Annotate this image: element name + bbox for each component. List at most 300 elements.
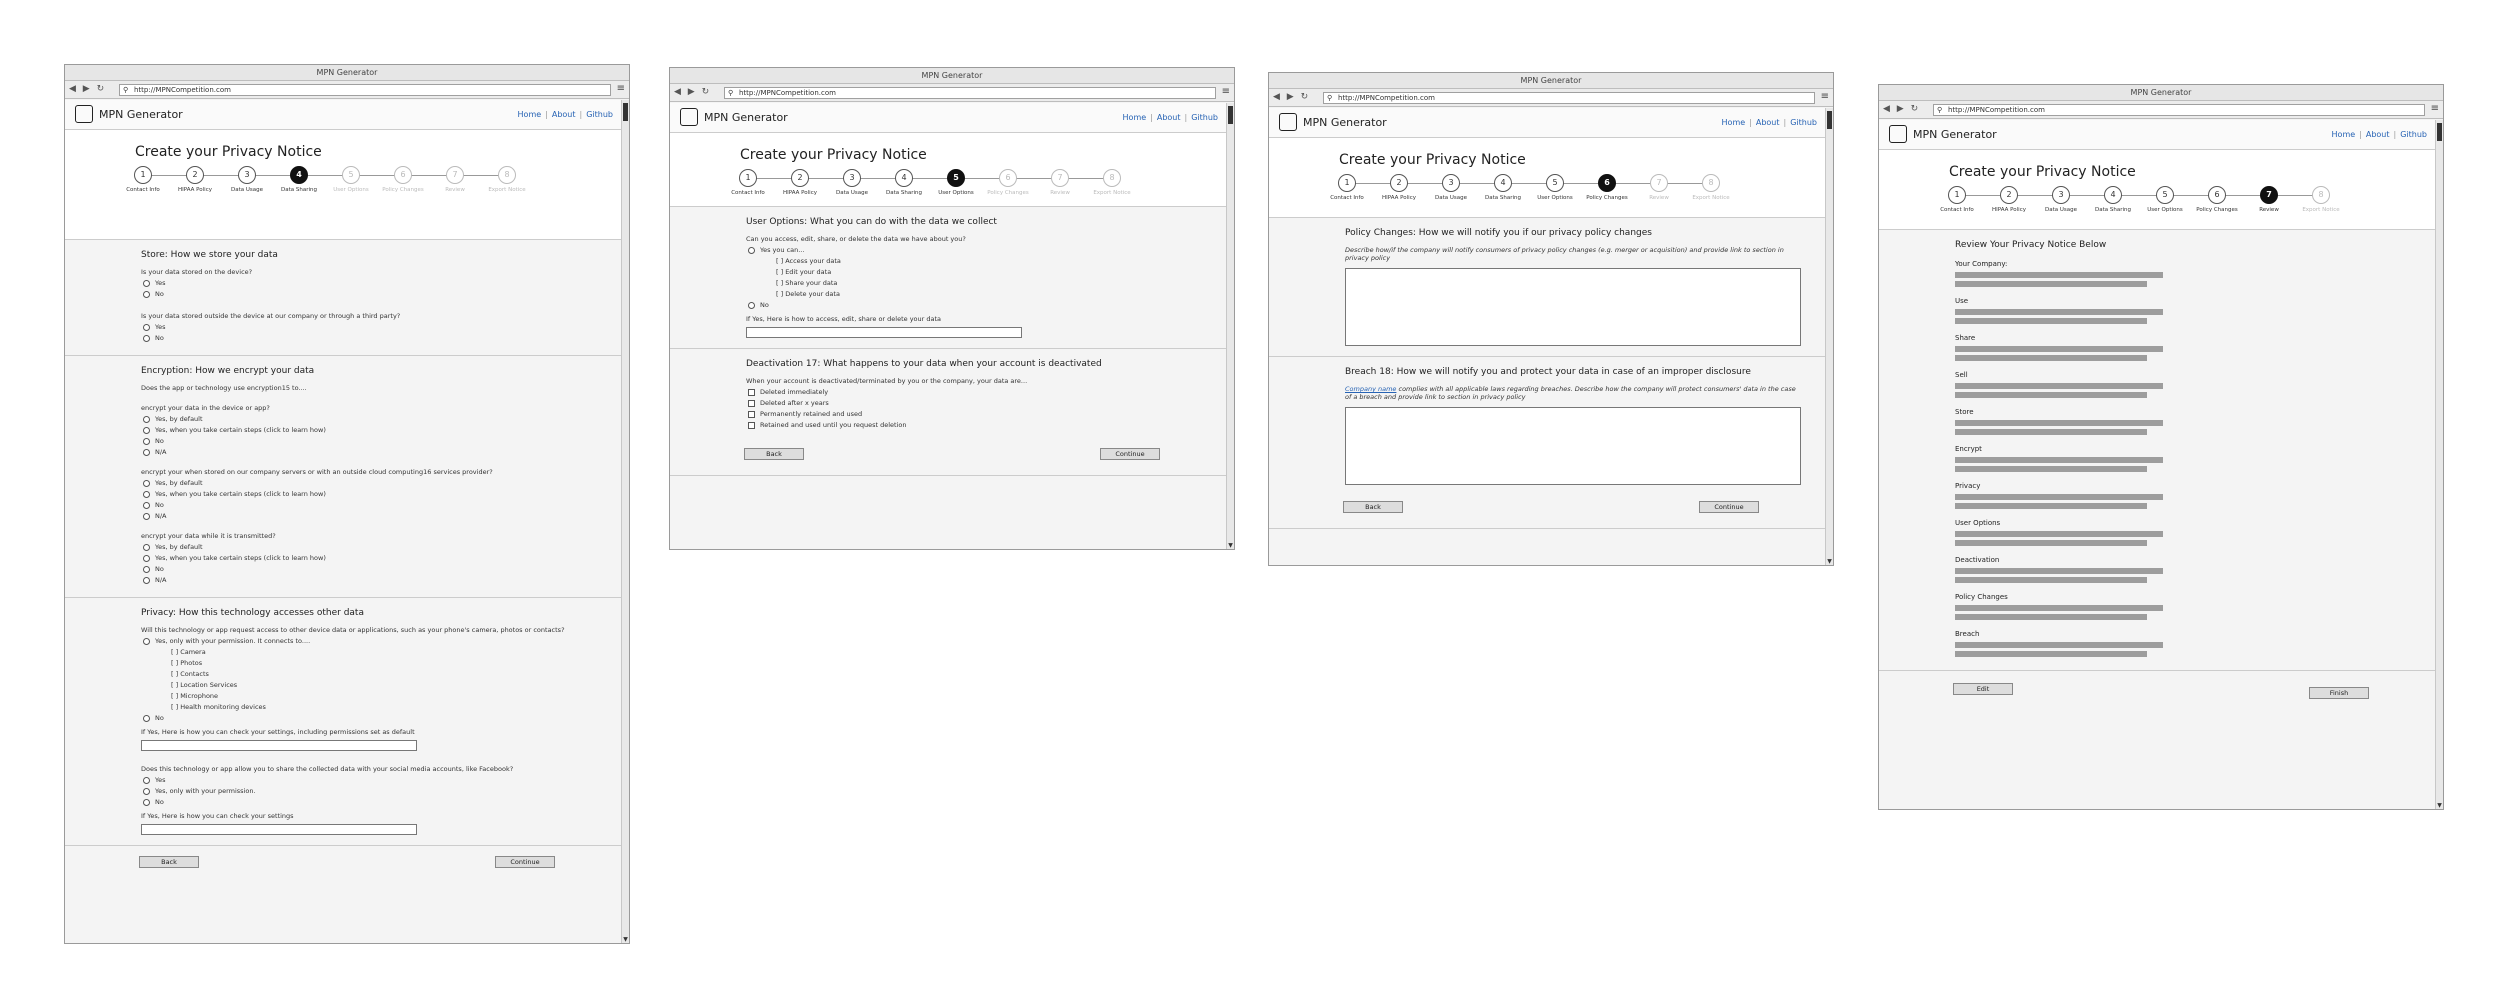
radio-option[interactable]: No	[143, 565, 621, 573]
step-1[interactable]	[722, 169, 774, 196]
review-item-label: Privacy	[1955, 482, 1981, 490]
scrollbar[interactable]	[1226, 103, 1234, 549]
step-circle: 3	[238, 166, 256, 184]
step-4[interactable]	[878, 169, 930, 196]
step-label: Contact Info	[1330, 195, 1364, 201]
hero	[670, 133, 1226, 207]
window-title: MPN Generator	[670, 68, 1234, 84]
radio-option[interactable]: Yes, only with your permission. It connects to....	[143, 637, 621, 645]
site-nav: Home | About | Github	[517, 110, 613, 119]
radio-option[interactable]: Yes, only with your permission.	[143, 787, 621, 795]
section-heading: Policy Changes: How we will notify you if our privacy policy changes	[1345, 228, 1652, 238]
step-circle: 1	[1338, 174, 1356, 192]
placeholder-line	[1955, 392, 2147, 398]
step-label: Data Usage	[230, 187, 264, 193]
step-1[interactable]	[1931, 186, 1983, 213]
nav-about[interactable]: About	[1156, 113, 1181, 122]
address-field[interactable]	[724, 87, 1216, 99]
radio-option[interactable]: Yes, when you take certain steps (click to learn how)	[143, 426, 621, 434]
nav-github[interactable]: Github	[1790, 118, 1817, 127]
window-title: MPN Generator	[65, 65, 629, 81]
scroll-thumb[interactable]	[1827, 111, 1832, 129]
step-7[interactable]	[1034, 169, 1086, 196]
checkbox-item[interactable]: [ ] Contacts	[171, 670, 209, 678]
encryption-section	[65, 356, 621, 598]
step-label: Review	[1649, 195, 1669, 201]
checkbox-item[interactable]: [ ] Delete your data	[776, 290, 840, 298]
nav-github[interactable]: Github	[2400, 130, 2427, 139]
step-circle: 7	[1051, 169, 1069, 187]
placeholder-line	[1955, 540, 2147, 546]
step-circle: 2	[186, 166, 204, 184]
site-header	[670, 103, 1226, 133]
logo-icon	[75, 105, 93, 123]
menu-icon[interactable]: ≡	[2430, 103, 2439, 114]
question: Does this technology or app allow you to share the collected data with your social media accounts, like Facebook?	[141, 765, 514, 773]
followup-label: If Yes, Here is how you can check your settings	[141, 812, 294, 820]
url-bar	[65, 81, 629, 99]
search-icon: ⚲	[123, 86, 129, 94]
settings-input[interactable]	[141, 740, 417, 751]
step-circle: 6	[2208, 186, 2226, 204]
step-5[interactable]	[930, 169, 982, 196]
site-header	[1879, 120, 2435, 150]
stepper	[1931, 186, 2351, 226]
step-label: Contact Info	[126, 187, 160, 193]
step-label: User Options	[2147, 207, 2183, 213]
step-label: User Options	[1537, 195, 1573, 201]
scroll-thumb[interactable]	[2437, 123, 2442, 141]
step-label: Data Usage	[1434, 195, 1468, 201]
nav-about[interactable]: About	[1755, 118, 1780, 127]
step-circle: 8	[1103, 169, 1121, 187]
checkbox-option[interactable]: Retained and used until you request deletion	[748, 421, 1226, 429]
page	[65, 100, 621, 943]
step-8[interactable]	[481, 166, 533, 193]
step-label: Review	[445, 187, 465, 193]
step-label: Data Sharing	[281, 187, 317, 193]
review-item-label: Encrypt	[1955, 445, 1982, 453]
page-title: Create your Privacy Notice	[1339, 152, 1526, 168]
nav-about[interactable]: About	[551, 110, 576, 119]
stepper	[117, 166, 537, 206]
step-label: Data Usage	[835, 190, 869, 196]
step-label: Policy Changes	[382, 187, 424, 193]
url-text: http://MPNCompetition.com	[739, 89, 836, 97]
back-button[interactable]: Back	[1343, 501, 1403, 513]
user-options-section	[670, 207, 1226, 349]
step-7[interactable]	[1633, 174, 1685, 201]
scroll-thumb[interactable]	[1228, 106, 1233, 124]
placeholder-line	[1955, 577, 2147, 583]
logo-icon	[1889, 125, 1907, 143]
section-heading: Deactivation 17: What happens to your data when your account is deactivated	[746, 359, 1102, 369]
step-2[interactable]	[1983, 186, 2035, 213]
page	[670, 103, 1226, 549]
radio-option[interactable]: Yes, by default	[143, 415, 621, 423]
placeholder-line	[1955, 568, 2163, 574]
step-circle: 4	[290, 166, 308, 184]
question: Is your data stored on the device?	[141, 268, 253, 276]
url-bar	[670, 84, 1234, 102]
review-item-label: Your Company:	[1955, 260, 2008, 268]
browser-window-data-sharing	[64, 64, 630, 944]
step-label: HIPAA Policy	[1992, 207, 2026, 213]
review-item-label: Store	[1955, 408, 1974, 416]
section-heading: Review Your Privacy Notice Below	[1955, 240, 2107, 250]
continue-button[interactable]: Continue	[1100, 448, 1160, 460]
step-label: Policy Changes	[1586, 195, 1628, 201]
followup-label: If Yes, Here is how you can check your settings, including permissions set as default	[141, 728, 415, 736]
review-item-label: User Options	[1955, 519, 2001, 527]
placeholder-line	[1955, 346, 2163, 352]
placeholder-line	[1955, 614, 2147, 620]
step-circle: 2	[791, 169, 809, 187]
checkbox-item[interactable]: [ ] Edit your data	[776, 268, 832, 276]
page	[1879, 120, 2435, 809]
hero	[1879, 150, 2435, 230]
nav-about[interactable]: About	[2365, 130, 2390, 139]
browser-window-user-options	[669, 67, 1235, 550]
search-icon: ⚲	[1327, 94, 1333, 102]
review-item-label: Share	[1955, 334, 1976, 342]
step-label: Data Usage	[2044, 207, 2078, 213]
step-4[interactable]	[273, 166, 325, 193]
step-8[interactable]	[1685, 174, 1737, 201]
step-label: Contact Info	[1940, 207, 1974, 213]
step-4[interactable]	[1477, 174, 1529, 201]
step-circle: 3	[2052, 186, 2070, 204]
company-name-link[interactable]: Company name	[1345, 385, 1397, 393]
step-label: User Options	[333, 187, 369, 193]
page	[1269, 108, 1825, 565]
review-item-label: Policy Changes	[1955, 593, 2008, 601]
radio-option[interactable]: N/A	[143, 448, 621, 456]
radio-option[interactable]: No	[143, 290, 621, 298]
step-circle: 7	[2260, 186, 2278, 204]
radio-option[interactable]: No	[143, 798, 621, 806]
step-2[interactable]	[1373, 174, 1425, 201]
scrollbar[interactable]	[1825, 108, 1833, 565]
checkbox-item[interactable]: [ ] Microphone	[171, 692, 219, 700]
question: encrypt your when stored on our company servers or with an outside cloud computing16 services provider?	[141, 468, 493, 476]
placeholder-line	[1955, 642, 2163, 648]
site-nav: Home | About | Github	[2331, 130, 2427, 139]
step-3[interactable]	[1425, 174, 1477, 201]
checkbox-item[interactable]: [ ] Access your data	[776, 257, 841, 265]
scroll-thumb[interactable]	[623, 103, 628, 121]
policy-changes-section	[1269, 218, 1825, 357]
site-header	[1269, 108, 1825, 138]
address-field[interactable]	[1933, 104, 2425, 116]
nav-buttons-icon[interactable]: ◀ ▶ ↻	[1883, 104, 1921, 114]
description: Company name complies with all applicable laws regarding breaches. Describe how the company will protect consumers' data in the case of a breach and provide link to section in privacy policy	[1345, 385, 1796, 401]
step-1[interactable]	[1321, 174, 1373, 201]
step-label: Policy Changes	[2196, 207, 2238, 213]
browser-window-review	[1878, 84, 2444, 810]
step-circle: 5	[342, 166, 360, 184]
section-heading: Privacy: How this technology accesses other data	[141, 608, 364, 618]
step-circle: 7	[1650, 174, 1668, 192]
step-circle: 6	[999, 169, 1017, 187]
intro: Does the app or technology use encryption15 to....	[141, 384, 307, 392]
step-3[interactable]	[2035, 186, 2087, 213]
review-item-label: Sell	[1955, 371, 1968, 379]
browser-window-policy-changes	[1268, 72, 1834, 566]
back-button[interactable]: Back	[139, 856, 199, 868]
step-circle: 7	[446, 166, 464, 184]
breach-section	[1269, 357, 1825, 495]
scroll-down-icon[interactable]: ▼	[1228, 542, 1233, 549]
privacy-section	[65, 598, 621, 846]
followup-label: If Yes, Here is how to access, edit, share or delete your data	[746, 315, 942, 323]
menu-icon[interactable]: ≡	[1221, 86, 1230, 97]
step-circle: 4	[2104, 186, 2122, 204]
step-label: HIPAA Policy	[783, 190, 817, 196]
checkbox-option[interactable]: Permanently retained and used	[748, 410, 1226, 418]
breach-textarea[interactable]	[1345, 407, 1801, 485]
step-4[interactable]	[2087, 186, 2139, 213]
scroll-down-icon[interactable]: ▼	[623, 936, 628, 943]
placeholder-line	[1955, 318, 2147, 324]
window-title: MPN Generator	[1269, 73, 1833, 89]
page-title: Create your Privacy Notice	[740, 147, 927, 163]
window-title: MPN Generator	[1879, 85, 2443, 101]
menu-icon[interactable]: ≡	[616, 83, 625, 94]
site-header	[65, 100, 621, 130]
placeholder-line	[1955, 605, 2163, 611]
policy-changes-textarea[interactable]	[1345, 268, 1801, 346]
step-circle: 2	[1390, 174, 1408, 192]
site-nav: Home | About | Github	[1122, 113, 1218, 122]
question: Will this technology or app request access to other device data or applications, such as your phone's camera, photos or contacts?	[141, 626, 565, 634]
step-label: HIPAA Policy	[1382, 195, 1416, 201]
radio-option[interactable]: No	[748, 301, 1226, 309]
review-section	[1879, 230, 2435, 671]
stepper	[1321, 174, 1741, 214]
section-heading: User Options: What you can do with the data we collect	[746, 217, 997, 227]
placeholder-line	[1955, 272, 2163, 278]
step-label: Contact Info	[731, 190, 765, 196]
radio-option[interactable]: Yes	[143, 776, 621, 784]
address-field[interactable]	[1323, 92, 1815, 104]
brand: MPN Generator	[1913, 128, 1997, 141]
placeholder-line	[1955, 429, 2147, 435]
checkbox-item[interactable]: [ ] Location Services	[171, 681, 238, 689]
review-item-label: Use	[1955, 297, 1969, 305]
question: When your account is deactivated/terminated by you or the company, your data are...	[746, 377, 1028, 385]
step-label: Export Notice	[2302, 207, 2340, 213]
placeholder-line	[1955, 281, 2147, 287]
nav-buttons-icon[interactable]: ◀ ▶ ↻	[1273, 92, 1311, 102]
step-6[interactable]	[1581, 174, 1633, 201]
nav-buttons-icon[interactable]: ◀ ▶ ↻	[69, 84, 107, 94]
placeholder-line	[1955, 355, 2147, 361]
placeholder-line	[1955, 457, 2163, 463]
radio-option[interactable]: Yes, when you take certain steps (click to learn how)	[143, 554, 621, 562]
back-button[interactable]: Back	[744, 448, 804, 460]
site-nav: Home | About | Github	[1721, 118, 1817, 127]
hero	[65, 130, 621, 240]
placeholder-line	[1955, 466, 2147, 472]
button-row	[1269, 495, 1825, 529]
step-label: Data Sharing	[886, 190, 922, 196]
step-2[interactable]	[169, 166, 221, 193]
search-icon: ⚲	[728, 89, 734, 97]
finish-button[interactable]: Finish	[2309, 687, 2369, 699]
checkbox-item[interactable]: [ ] Health monitoring devices	[171, 703, 266, 711]
step-label: Export Notice	[488, 187, 526, 193]
nav-github[interactable]: Github	[1191, 113, 1218, 122]
url-text: http://MPNCompetition.com	[134, 86, 231, 94]
continue-button[interactable]: Continue	[1699, 501, 1759, 513]
step-circle: 8	[1702, 174, 1720, 192]
question: encrypt your data while it is transmitted?	[141, 532, 276, 540]
checkbox-item[interactable]: [ ] Camera	[171, 648, 206, 656]
step-circle: 4	[895, 169, 913, 187]
step-label: HIPAA Policy	[178, 187, 212, 193]
nav-home[interactable]: Home	[2331, 130, 2356, 139]
step-6[interactable]	[377, 166, 429, 193]
scrollbar[interactable]	[621, 100, 629, 943]
radio-option[interactable]: No	[143, 437, 621, 445]
button-row	[670, 442, 1226, 476]
step-circle: 5	[947, 169, 965, 187]
radio-option[interactable]: No	[143, 501, 621, 509]
menu-icon[interactable]: ≡	[1820, 91, 1829, 102]
nav-home[interactable]: Home	[1122, 113, 1147, 122]
step-circle: 6	[394, 166, 412, 184]
address-field[interactable]	[119, 84, 611, 96]
step-circle: 1	[739, 169, 757, 187]
step-3[interactable]	[221, 166, 273, 193]
step-circle: 8	[498, 166, 516, 184]
step-5[interactable]	[2139, 186, 2191, 213]
options-input[interactable]	[746, 327, 1022, 338]
search-icon: ⚲	[1937, 106, 1943, 114]
step-label: Policy Changes	[987, 190, 1029, 196]
edit-button[interactable]: Edit	[1953, 683, 2013, 695]
url-text: http://MPNCompetition.com	[1338, 94, 1435, 102]
step-circle: 5	[1546, 174, 1564, 192]
radio-option[interactable]: N/A	[143, 512, 621, 520]
step-circle: 1	[134, 166, 152, 184]
radio-option[interactable]: No	[143, 714, 621, 722]
scroll-down-icon[interactable]: ▼	[1827, 558, 1832, 565]
step-circle: 2	[2000, 186, 2018, 204]
radio-option[interactable]: Yes, by default	[143, 479, 621, 487]
continue-button[interactable]: Continue	[495, 856, 555, 868]
step-circle: 6	[1598, 174, 1616, 192]
placeholder-line	[1955, 531, 2163, 537]
logo-icon	[1279, 113, 1297, 131]
brand: MPN Generator	[704, 111, 788, 124]
checkbox-item[interactable]: [ ] Photos	[171, 659, 203, 667]
step-2[interactable]	[774, 169, 826, 196]
step-label: Export Notice	[1692, 195, 1730, 201]
step-6[interactable]	[2191, 186, 2243, 213]
step-label: Data Sharing	[2095, 207, 2131, 213]
step-circle: 3	[1442, 174, 1460, 192]
scroll-down-icon[interactable]: ▼	[2437, 802, 2442, 809]
brand: MPN Generator	[1303, 116, 1387, 129]
description: Describe how/if the company will notify consumers of privacy policy changes (e.g. merger or acquisition) and provide link to section in privacy policy	[1345, 246, 1784, 262]
page-title: Create your Privacy Notice	[1949, 164, 2136, 180]
logo-icon	[680, 108, 698, 126]
placeholder-line	[1955, 503, 2147, 509]
placeholder-line	[1955, 309, 2163, 315]
step-7[interactable]	[429, 166, 481, 193]
step-label: Review	[1050, 190, 1070, 196]
step-5[interactable]	[1529, 174, 1581, 201]
review-item-label: Breach	[1955, 630, 1980, 638]
button-row	[65, 846, 621, 880]
step-3[interactable]	[826, 169, 878, 196]
nav-home[interactable]: Home	[517, 110, 542, 119]
url-text: http://MPNCompetition.com	[1948, 106, 2045, 114]
hero	[1269, 138, 1825, 218]
step-label: Data Sharing	[1485, 195, 1521, 201]
step-5[interactable]	[325, 166, 377, 193]
step-label: User Options	[938, 190, 974, 196]
review-list	[1955, 260, 2435, 657]
radio-option[interactable]: Yes	[143, 279, 621, 287]
section-heading: Store: How we store your data	[141, 250, 278, 260]
nav-buttons-icon[interactable]: ◀ ▶ ↻	[674, 87, 712, 97]
section-heading: Breach 18: How we will notify you and protect your data in case of an improper disclosure	[1345, 367, 1751, 377]
section-heading: Encryption: How we encrypt your data	[141, 366, 315, 376]
step-circle: 4	[1494, 174, 1512, 192]
step-circle: 3	[843, 169, 861, 187]
step-1[interactable]	[117, 166, 169, 193]
step-8[interactable]	[1086, 169, 1138, 196]
checkbox-item[interactable]: [ ] Share your data	[776, 279, 838, 287]
step-6[interactable]	[982, 169, 1034, 196]
nav-github[interactable]: Github	[586, 110, 613, 119]
radio-option[interactable]: No	[143, 334, 621, 342]
checkbox-option[interactable]: Deleted after x years	[748, 399, 1226, 407]
step-circle: 8	[2312, 186, 2330, 204]
settings-input[interactable]	[141, 824, 417, 835]
scrollbar[interactable]	[2435, 120, 2443, 809]
checkbox-option[interactable]: Deleted immediately	[748, 388, 1226, 396]
step-7[interactable]	[2243, 186, 2295, 213]
placeholder-line	[1955, 383, 2163, 389]
url-bar	[1879, 101, 2443, 119]
review-item-label: Deactivation	[1955, 556, 2000, 564]
radio-option[interactable]: Yes, when you take certain steps (click to learn how)	[143, 490, 621, 498]
store-section	[65, 240, 621, 356]
step-circle: 5	[2156, 186, 2174, 204]
button-row	[1879, 671, 2435, 715]
nav-home[interactable]: Home	[1721, 118, 1746, 127]
question: Is your data stored outside the device at our company or through a third party?	[141, 312, 401, 320]
radio-option[interactable]: Yes you can...	[748, 246, 1226, 254]
placeholder-line	[1955, 651, 2147, 657]
deactivation-section	[670, 349, 1226, 442]
question: Can you access, edit, share, or delete the data we have about you?	[746, 235, 966, 243]
stepper	[722, 169, 1142, 209]
question: encrypt your data in the device or app?	[141, 404, 270, 412]
step-label: Review	[2259, 207, 2279, 213]
radio-option[interactable]: Yes, by default	[143, 543, 621, 551]
radio-option[interactable]: N/A	[143, 576, 621, 584]
radio-option[interactable]: Yes	[143, 323, 621, 331]
url-bar	[1269, 89, 1833, 107]
brand: MPN Generator	[99, 108, 183, 121]
step-8[interactable]	[2295, 186, 2347, 213]
placeholder-line	[1955, 494, 2163, 500]
